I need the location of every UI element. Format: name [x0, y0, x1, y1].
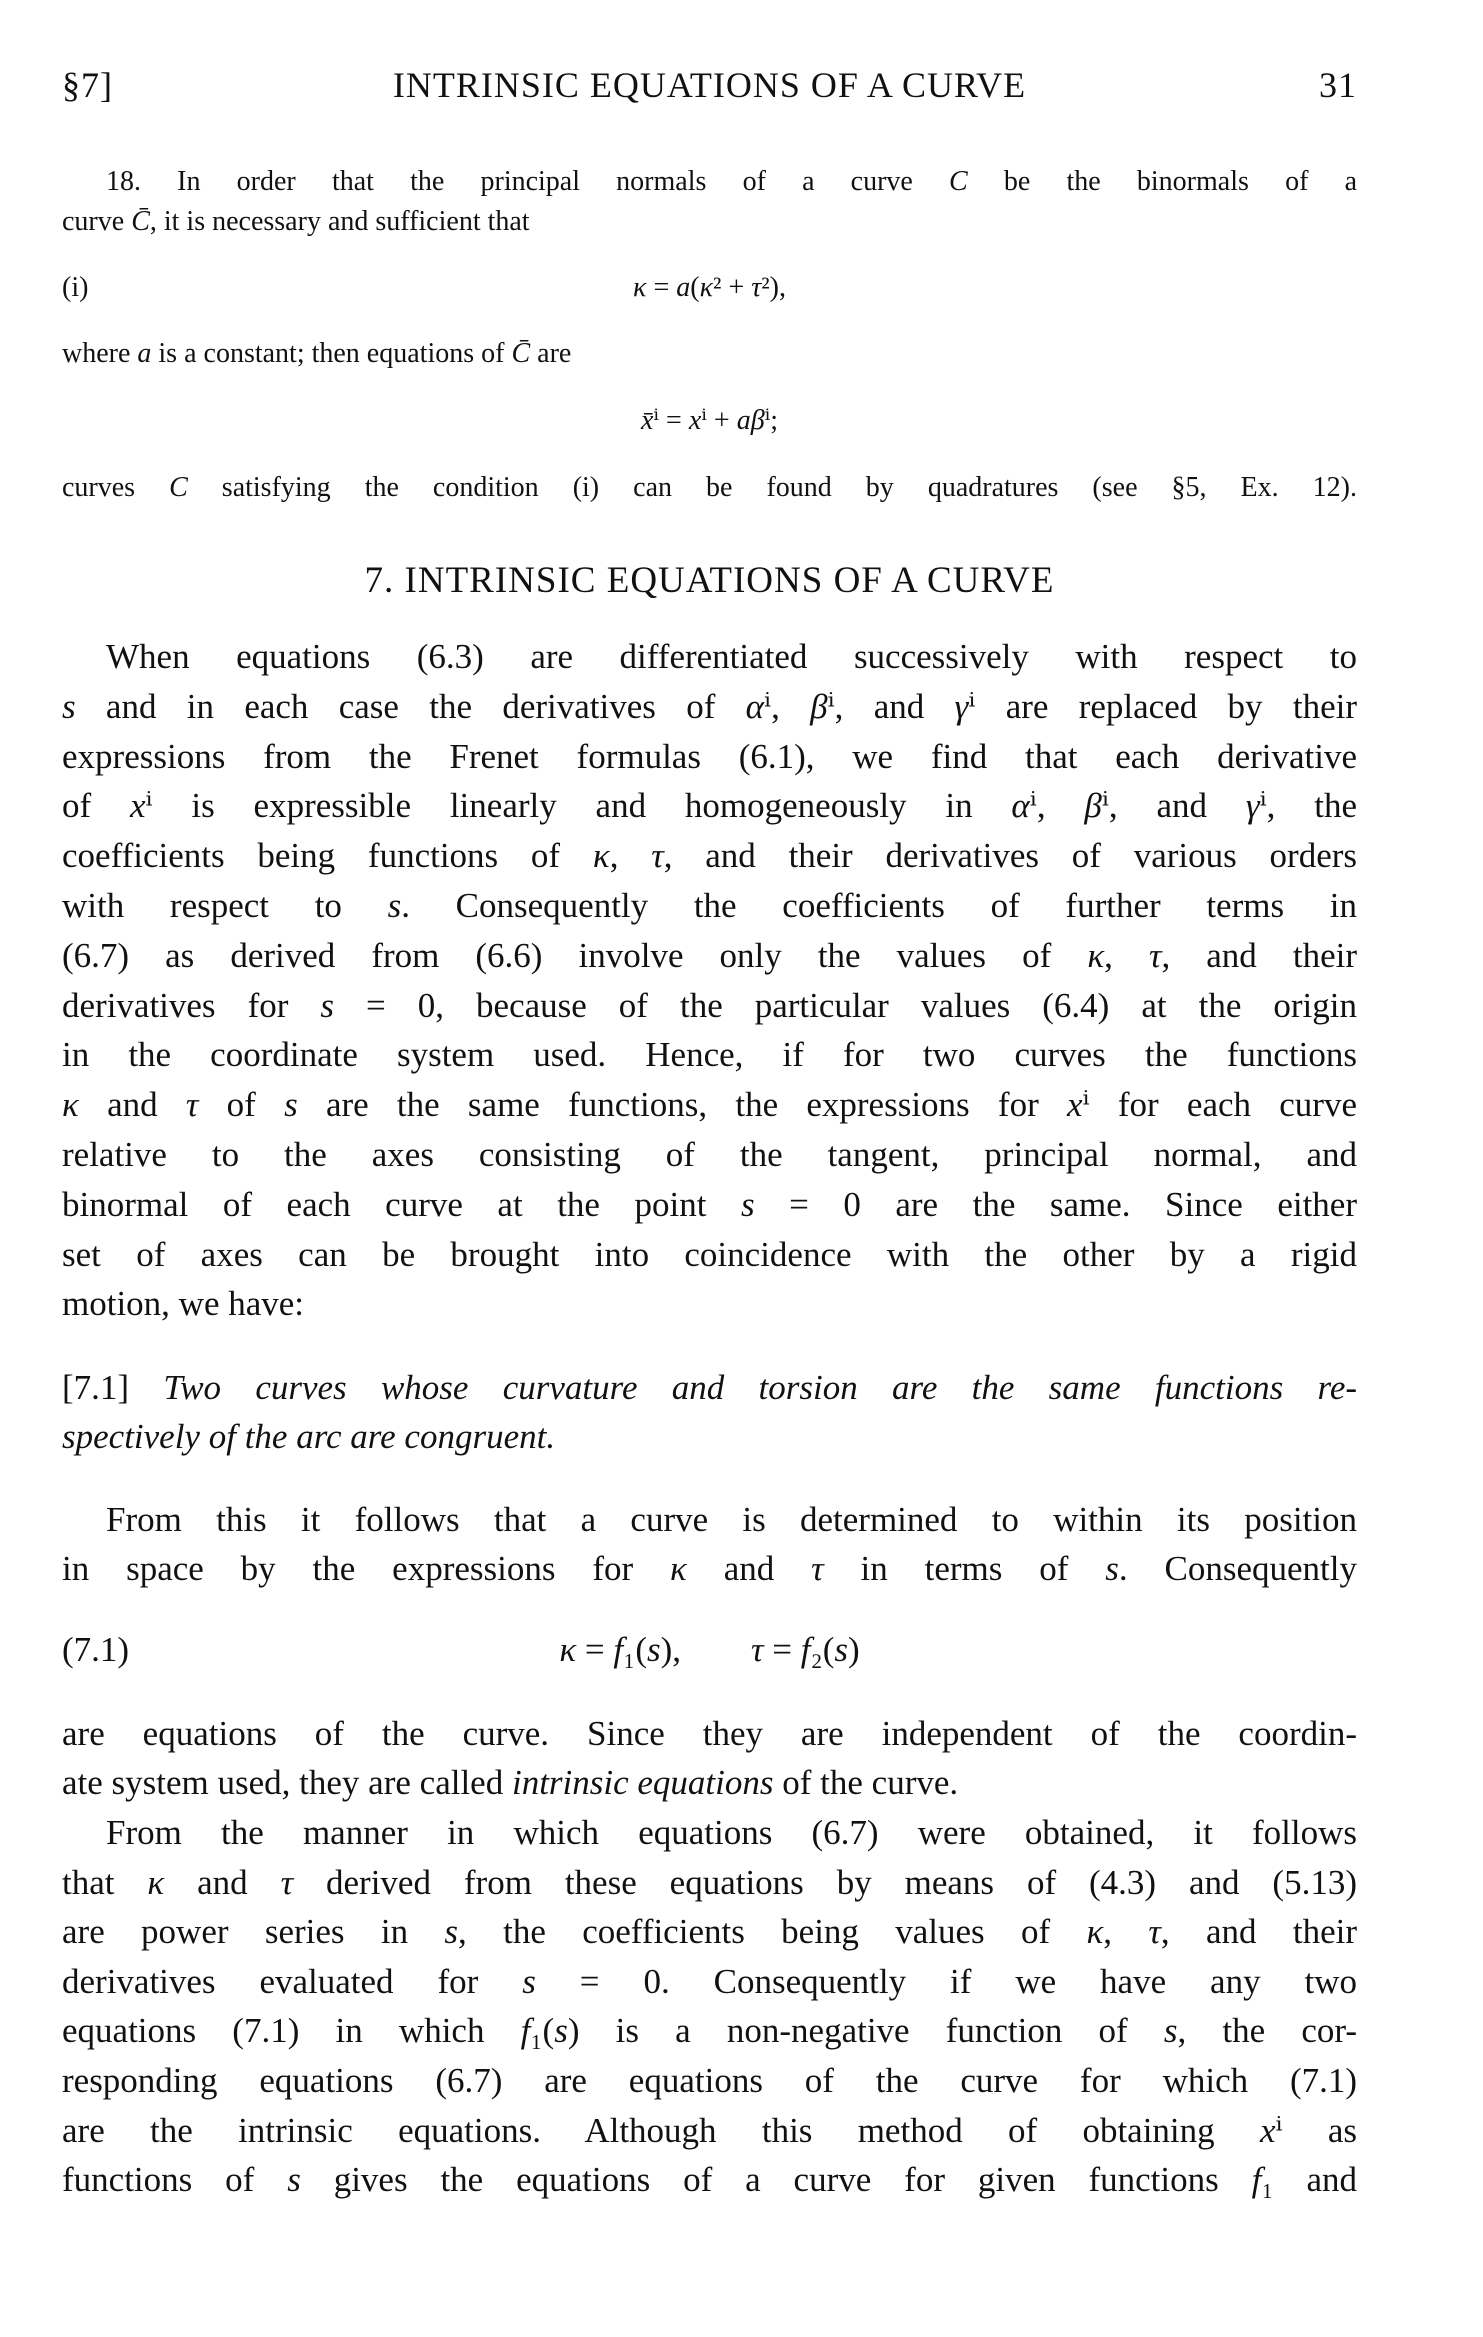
- text-run: are power series in: [62, 1912, 445, 1952]
- text-run: , the cor-: [1177, 2011, 1357, 2051]
- text-run: ,: [1104, 935, 1149, 975]
- italic-run: Two curves whose curvature and torsion are the same functions re-: [163, 1368, 1357, 1407]
- italic-run: C̄: [511, 338, 531, 369]
- italic-run: aβ: [736, 405, 765, 436]
- paragraph-line: [62, 1709, 1357, 1759]
- italic-run: s: [834, 1630, 849, 1669]
- italic-run: s: [320, 985, 335, 1025]
- text-run: ⁱ;: [764, 405, 779, 436]
- theorem-line: [62, 1412, 1357, 1462]
- paragraph-line: [62, 1080, 1357, 1130]
- italic-run: s: [740, 1184, 755, 1224]
- italic-run: f: [520, 2011, 531, 2051]
- text-run: . Consequently: [1118, 1549, 1357, 1588]
- text-run: ⁱ, and: [827, 686, 955, 726]
- italic-run: γ: [1245, 786, 1260, 826]
- italic-run: f: [800, 1630, 811, 1669]
- exercise-line: [62, 329, 1357, 379]
- paragraph-line: [106, 632, 1357, 682]
- italic-run: a: [676, 272, 691, 303]
- text-run: binormal of each curve at the point: [62, 1184, 741, 1224]
- paragraph-line: [62, 931, 1357, 981]
- paragraph-line: [62, 2056, 1357, 2106]
- italic-run: C: [169, 472, 188, 503]
- text-run: ,: [609, 836, 652, 876]
- header-title: INTRINSIC EQUATIONS OF A CURVE: [392, 65, 1027, 105]
- text-run: From the manner in which equations (6.7) were obtained, it follows: [106, 1813, 1357, 1852]
- text-run: relative to the axes consisting of the tangent, principal normal, and: [62, 1135, 1357, 1174]
- italic-run: s: [62, 686, 76, 726]
- section-title: [62, 556, 1357, 606]
- text-run: ⁱ +: [701, 405, 737, 436]
- text-run: ² +: [713, 272, 752, 303]
- italic-run: κ: [592, 836, 610, 876]
- text-run: derived from these equations by means of (4.3) and (5.13): [293, 1862, 1357, 1902]
- text-run: (i): [62, 272, 89, 303]
- text-run: and in each case the derivatives of: [75, 686, 746, 726]
- text-run: are the intrinsic equations. Although this method of obtaining: [62, 2110, 1260, 2150]
- italic-run: s: [1163, 2011, 1178, 2051]
- paragraph-line: [62, 1758, 1357, 1808]
- italic-run: s: [284, 1085, 298, 1125]
- text-run: (6.7) as derived from (6.6) involve only the values of: [62, 935, 1088, 975]
- italic-run: τ: [280, 1862, 294, 1902]
- italic-run: τ: [751, 1630, 764, 1669]
- text-run: (: [690, 272, 700, 303]
- italic-run: κ: [699, 272, 714, 303]
- italic-run: a: [137, 338, 152, 369]
- text-run: ⁱ, and: [1101, 786, 1246, 826]
- paragraph-line: [62, 1957, 1357, 2007]
- paragraph-line: [62, 881, 1357, 931]
- text-run: and: [686, 1549, 812, 1588]
- italic-run: f: [613, 1630, 624, 1669]
- equation: [62, 396, 1357, 446]
- text-run: ₁(: [530, 2011, 555, 2051]
- italic-run: κ: [633, 272, 647, 303]
- text-run: motion, we have:: [62, 1284, 305, 1324]
- italic-run: x̄: [640, 405, 654, 436]
- exercise-line: [62, 463, 1357, 513]
- italic-run: C: [949, 166, 968, 197]
- italic-run: κ: [670, 1549, 687, 1588]
- paragraph-line: [62, 682, 1357, 732]
- text-run: functions of: [62, 2160, 288, 2200]
- paragraph-line: [62, 2106, 1357, 2156]
- italic-run: f: [1251, 2160, 1262, 2200]
- text-run: in terms of: [823, 1549, 1106, 1588]
- italic-run: α: [745, 686, 765, 726]
- italic-run: κ: [62, 1085, 79, 1125]
- paragraph-line: [62, 2006, 1357, 2056]
- text-run: of: [62, 786, 130, 826]
- exercise-line: [62, 197, 1357, 247]
- italic-run: α: [1011, 786, 1030, 826]
- paragraph-line: [62, 781, 1357, 831]
- text-run: ): [848, 1630, 860, 1669]
- text-run: . Consequently the coefficients of further terms in: [401, 886, 1357, 925]
- italic-run: s: [554, 2011, 568, 2051]
- text-run: derivatives for: [62, 985, 321, 1025]
- text-run: ⁱ as: [1275, 2110, 1357, 2150]
- equation: [62, 1625, 1357, 1675]
- text-run: gives the equations of a curve for given functions: [300, 2160, 1252, 2200]
- text-run: = 0 are the same. Since either: [754, 1184, 1357, 1224]
- paragraph-line: [62, 1858, 1357, 1908]
- italic-run: intrinsic equations: [511, 1763, 774, 1802]
- text-run: in the coordinate system used. Hence, if for two curves the functions: [62, 1035, 1357, 1075]
- text-run: , and their: [1161, 935, 1357, 975]
- text-run: ₁ and: [1261, 2160, 1357, 2200]
- italic-run: s: [287, 2160, 301, 2200]
- italic-run: τ: [185, 1085, 199, 1125]
- text-run: 7. INTRINSIC EQUATIONS OF A CURVE: [364, 560, 1055, 601]
- paragraph-line: [62, 831, 1357, 881]
- text-run: curves: [62, 472, 170, 503]
- italic-run: s: [387, 886, 402, 925]
- paragraph-line: [106, 1808, 1357, 1858]
- italic-run: τ: [1148, 935, 1162, 975]
- header-section: §7]: [62, 65, 113, 105]
- text-run: expressions from the Frenet formulas (6.1), we find that each derivative: [62, 736, 1357, 776]
- text-run: and: [78, 1085, 186, 1125]
- paragraph-line: [62, 1279, 1357, 1329]
- paragraph-line: [62, 1130, 1357, 1180]
- text-run: with respect to: [62, 886, 388, 925]
- text-run: are: [530, 338, 572, 369]
- text-run: ⁱ =: [653, 405, 689, 436]
- text-run: [7.1]: [62, 1368, 164, 1407]
- text-run: and: [164, 1862, 281, 1902]
- text-run: ⁱ for each curve: [1082, 1085, 1357, 1125]
- paragraph-line: [62, 981, 1357, 1031]
- text-run: ate system used, they are called: [62, 1763, 512, 1802]
- italic-run: κ: [1087, 935, 1105, 975]
- theorem-line: [62, 1363, 1357, 1413]
- text-run: =: [576, 1630, 614, 1669]
- italic-run: s: [444, 1912, 459, 1952]
- italic-run: τ: [1148, 1912, 1161, 1952]
- text-run: = 0. Consequently if we have any two: [535, 1961, 1357, 2001]
- text-run: , and their: [1160, 1912, 1357, 1952]
- text-run: ⁱ, the: [1259, 786, 1357, 826]
- paragraph-line: [62, 1230, 1357, 1280]
- text-run: coefficients being functions of: [62, 836, 593, 876]
- text-run: are the same functions, the expressions for: [297, 1085, 1067, 1125]
- text-run: derivatives evaluated for: [62, 1961, 523, 2001]
- text-run: curve: [62, 206, 132, 237]
- italic-run: s: [1105, 1549, 1119, 1588]
- text-run: in space by the expressions for: [62, 1549, 671, 1588]
- italic-run: κ: [147, 1862, 165, 1902]
- text-run: equations (7.1) in which: [62, 2011, 521, 2051]
- text-run: set of axes can be brought into coincidence with the other by a rigid: [62, 1234, 1357, 1274]
- text-run: , and their derivatives of various orders: [663, 836, 1357, 876]
- italic-run: x: [1259, 2110, 1276, 2150]
- text-run: ⁱ,: [764, 686, 811, 726]
- text-run: is a constant; then equations of: [151, 338, 512, 369]
- italic-run: s: [646, 1630, 661, 1669]
- text-run: are equations of the curve. Since they are independent of the coordin-: [62, 1714, 1357, 1753]
- text-run: ²),: [761, 272, 786, 303]
- page-number: 31: [1319, 65, 1357, 105]
- text-run: ⁱ is expressible linearly and homogeneously in: [145, 786, 1012, 826]
- text-run: When equations (6.3) are differentiated successively with respect to: [106, 637, 1357, 676]
- italic-run: spectively of the arc are congruent.: [62, 1417, 556, 1456]
- text-run: From this it follows that a curve is determined to within its position: [106, 1500, 1357, 1539]
- text-run: ,: [1103, 1912, 1149, 1952]
- italic-run: β: [810, 686, 828, 726]
- text-run: that: [62, 1862, 148, 1902]
- text-run: ⁱ are replaced by their: [968, 686, 1357, 726]
- text-run: of: [198, 1085, 285, 1125]
- paragraph-line: [62, 1907, 1357, 1957]
- text-run: = 0, because of the particular values (6.4) at the origin: [334, 985, 1357, 1025]
- text-run: ) is a non-negative function of: [567, 2011, 1164, 2051]
- italic-run: γ: [954, 686, 969, 726]
- italic-run: x: [129, 786, 146, 826]
- paragraph-line: [62, 1030, 1357, 1080]
- italic-run: x: [688, 405, 702, 436]
- text-run: , the coefficients being values of: [458, 1912, 1087, 1952]
- text-run: satisfying the condition (i) can be found by quadratures (see §5, Ex. 12).: [187, 472, 1357, 503]
- paragraph-line: [106, 1495, 1357, 1545]
- italic-run: κ: [1086, 1912, 1104, 1952]
- text-run: 18. In order that the principal normals of a curve: [106, 166, 950, 197]
- paragraph-line: [62, 2155, 1357, 2205]
- text-run: ⁱ,: [1029, 786, 1085, 826]
- text-run: , it is necessary and sufficient that: [149, 206, 530, 237]
- text-run: (7.1): [62, 1630, 130, 1669]
- italic-run: τ: [651, 836, 664, 876]
- text-run: =: [763, 1630, 801, 1669]
- text-run: ₂(: [810, 1630, 835, 1669]
- text-run: be the binormals of a: [967, 166, 1357, 197]
- text-run: ₁(: [623, 1630, 647, 1669]
- italic-run: C̄: [131, 206, 150, 237]
- italic-run: τ: [751, 272, 762, 303]
- paragraph-line: [62, 1180, 1357, 1230]
- paragraph-line: [62, 732, 1357, 782]
- italic-run: β: [1084, 786, 1102, 826]
- text-run: responding equations (6.7) are equations of the curve for which (7.1): [62, 2061, 1357, 2100]
- text-run: where: [62, 338, 138, 369]
- italic-run: τ: [811, 1549, 824, 1588]
- paragraph-line: [62, 1544, 1357, 1594]
- italic-run: κ: [559, 1630, 577, 1669]
- italic-run: s: [522, 1961, 536, 2001]
- text-run: =: [646, 272, 677, 303]
- text-run: ),: [660, 1630, 752, 1669]
- text-run: of the curve.: [773, 1763, 959, 1802]
- equation: [62, 263, 1357, 313]
- italic-run: x: [1067, 1085, 1083, 1125]
